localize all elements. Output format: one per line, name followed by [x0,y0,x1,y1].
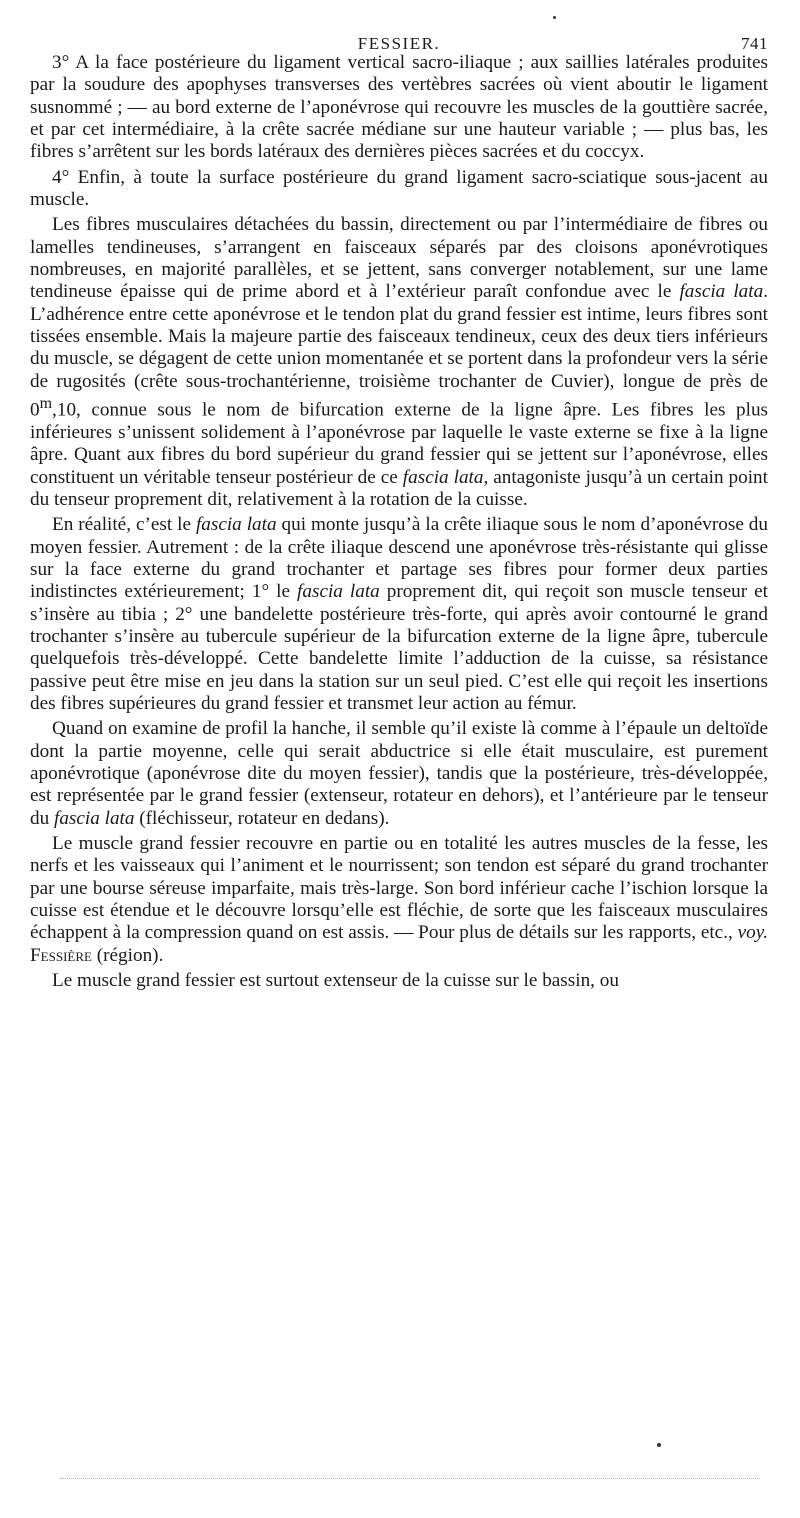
paragraph-text: (fléchisseur, rotateur en dedans). [134,807,390,829]
paragraph-text: , antagoniste jusqu’à un certain point du tenseur proprement dit, relativement à la rotation de la cuisse. [30,466,768,510]
italic-term: fascia lata [297,581,380,603]
body-text [30,52,768,992]
paragraph-sacrosciatic-ligament [30,167,768,212]
paragraph-fibre-arrangement [30,214,768,511]
paragraph-relations [30,833,768,967]
bottom-print-rule [60,1478,760,1479]
paragraph-text: En réalité, c’est le [52,514,196,536]
paragraph-action [30,970,768,992]
paragraph-sacral-insertions [30,52,768,164]
paragraph-text: Le muscle grand fessier recouvre en partie ou en totalité les autres muscles de la fesse, les nerfs et les vaisseaux qui l’animent et le nourrissent; son tendon est séparé du grand trochanter par une bourse séreuse imparfaite, mais très-large. Son bord inférieur cache l’ischion lorsque la cuisse est étendue et le découvre lorsqu’elle est fléchie, de sorte que les faisceaux musculaires échappent à la compression quand on est assis. — Pour plus de détails sur les rapports, etc., [30,833,768,944]
print-speck [657,1443,661,1447]
book-page [30,18,768,992]
paragraph-text: 4° Enfin, à toute la surface postérieure du grand ligament sacro-sciatique sous-jacent au muscle. [30,166,768,211]
small-caps-reference: Fessière [30,944,92,966]
paragraph-text: 3° A la face postérieure du ligament vertical sacro-iliaque ; aux saillies latérales produites par la soudure des apophyses transverses des vertèbres sacrées où vient aboutir le ligament susnommé ; — au bord externe de l’aponévrose qui recouvre les muscles de la gouttière sacrée, et par cet intermédiaire, à la crête sacrée médiane sur une hauteur variable ; — plus bas, les fibres s’arrêtent sur les bords latéraux des dernières pièces sacrées et du coccyx. [30,52,768,163]
running-title: FESSIER. [357,34,441,53]
italic-term: voy. [737,922,768,944]
paragraph-text: ,10, connue sous le nom de bifurcation externe de la ligne âpre. Les fibres les plus inférieures s’unissent solidement à l’aponévrose par laquelle le vaste externe se fixe à la ligne âpre. Quant aux fibres du bord supérieur du grand fessier qui se jettent sur l’aponévrose, elles constituent un véritable tenseur postérieur de ce [30,399,768,488]
paragraph-text: proprement dit, qui reçoit son muscle tenseur et s’insère au tibia ; 2° une bandelette postérieure très-forte, qui après avoir contourné le grand trochanter s’insère au tubercule supérieur de la bifurcation externe de la ligne âpre, tubercule quelquefois très-développé. Cette bandelette limite l’adduction de la cuisse, sa résistance passive peut être mise en jeu dans la station sur un seul pied. C’est elle qui reçoit les insertions des fibres supérieures du grand fessier et transmet leur action au fémur. [30,581,768,715]
paragraph-text: (région). [91,944,164,966]
paragraph-text: qui monte jusqu’à la crête iliaque sous le nom d’aponévrose du moyen fessier. Autrement : de la crête iliaque descend une aponévrose très-résistante qui glisse sur la face externe du grand trochanter et partage ses fibres pour former deux parties indistinctes extérieurement; 1° le [30,514,768,603]
paragraph-text: . L’adhérence entre cette aponévrose et le tendon plat du grand fessier est intime, leurs fibres sont tissées ensemble. Mais la majeure partie des faisceaux tendineux, ceux des deux tiers inférieurs du muscle, se dégagent de cette union momentanée et se portent dans la profondeur vers la série de rugosités (crête sous-trochantérienne, troisième trochanter de Cuvier), longue de près de 0 [30,281,768,421]
running-head [30,18,768,53]
paragraph-text: Les fibres musculaires détachées du bassin, directement ou par l’intermédiaire de fibres ou lamelles tendineuses, s’arrangent en faisceaux séparés par des cloisons aponévrotiques nombreuses, en majorité parallèles, et se jettent, sans converger notablement, sur une lame tendineuse épaisse qui de prime abord et à l’extérieur paraît confondue avec le [30,214,768,303]
print-speck [553,16,556,19]
italic-term: fascia lata [679,281,764,303]
unit-superscript: m [39,395,53,413]
italic-term: fascia lata [53,807,135,829]
italic-term: fascia lata [195,514,277,536]
paragraph-fascia-lata [30,514,768,715]
paragraph-hip-deltoid [30,718,768,830]
page-number: 741 [741,34,768,53]
paragraph-text: Le muscle grand fessier est surtout extenseur de la cuisse sur le bassin, ou [52,970,619,992]
paragraph-text: Quand on examine de profil la hanche, il semble qu’il existe là comme à l’épaule un deltoïde dont la partie moyenne, celle qui serait abductrice si elle était musculaire, est purement aponévrotique (aponévrose dite du moyen fessier), tandis que la postérieure, très-développée, est représentée par le grand fessier (extenseur, rotateur en dehors), et l’antérieure par le tenseur du [30,718,768,829]
italic-term: fascia lata [402,466,484,488]
